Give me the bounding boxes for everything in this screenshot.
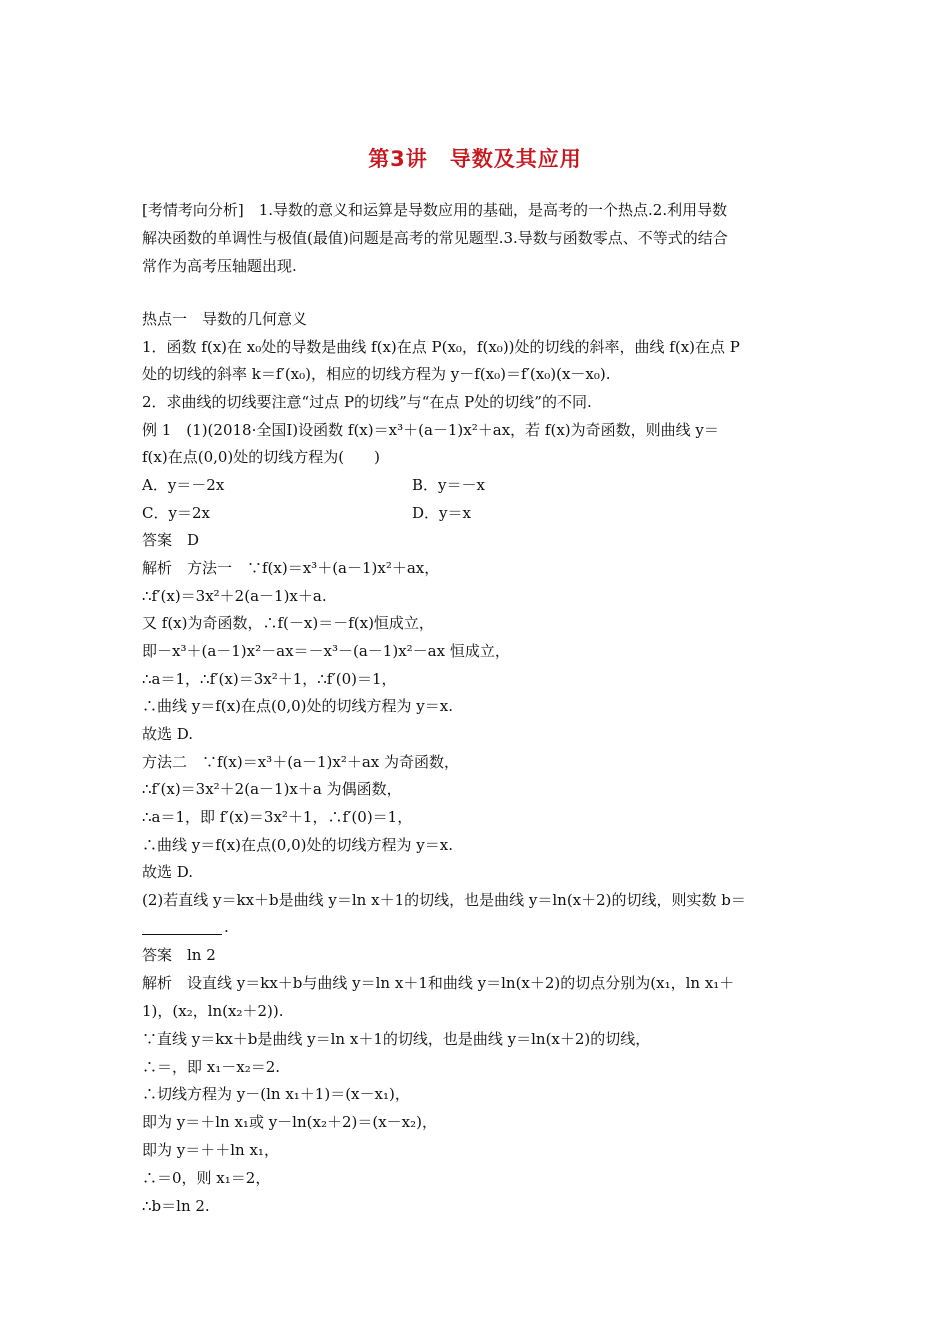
solution1-line-6: ∴曲线 y＝f(x)在点(0,0)处的切线方程为 y＝x. bbox=[142, 697, 453, 715]
option-c: C．y＝2x bbox=[142, 504, 210, 522]
intro-line-3: 常作为高考压轴题出现. bbox=[142, 257, 297, 275]
example1-answer: 答案 D bbox=[142, 531, 200, 549]
solution1-line-8: 方法二 ∵f(x)＝x³＋(a－1)x²＋ax 为奇函数， bbox=[142, 753, 460, 771]
solution2-line-8: ∴＝0，则 x₁＝2， bbox=[142, 1169, 271, 1187]
solution1-line-10: ∴a＝1，即 f′(x)＝3x²＋1，∴f′(0)＝1， bbox=[142, 808, 413, 826]
example2-answer: 答案 ln 2 bbox=[142, 946, 216, 964]
example1-stem-2: f(x)在点(0,0)处的切线方程为( ) bbox=[142, 448, 380, 466]
solution2-line-6: 即为 y＝＋ln x₁或 y－ln(x₂＋2)＝(x－x₂)， bbox=[142, 1113, 437, 1131]
solution2-line-7: 即为 y＝＋＋ln x₁， bbox=[142, 1141, 279, 1159]
solution1-line-5: ∴a＝1，∴f′(x)＝3x²＋1，∴f′(0)＝1， bbox=[142, 670, 397, 688]
section-heading: 热点一 导数的几何意义 bbox=[142, 310, 308, 328]
example2-stem-1: (2)若直线 y＝kx＋b是曲线 y＝ln x＋1的切线，也是曲线 y＝ln(x＋2)的切线，则实数 b＝ bbox=[142, 891, 746, 909]
page-title: 第3讲 导数及其应用 bbox=[368, 147, 582, 171]
option-d: D．y＝x bbox=[412, 504, 471, 522]
point-line-3: 2．求曲线的切线要注意“过点 P的切线”与“在点 P处的切线”的不同. bbox=[142, 393, 592, 411]
solution1-line-9: ∴f′(x)＝3x²＋2(a－1)x＋a 为偶函数， bbox=[142, 780, 402, 798]
example2-stem-2: . bbox=[224, 918, 229, 936]
point-line-2: 处的切线的斜率 k＝f′(x₀)，相应的切线方程为 y－f(x₀)＝f′(x₀)(x－x₀). bbox=[142, 365, 611, 383]
solution1-line-1: 解析 方法一 ∵f(x)＝x³＋(a－1)x²＋ax， bbox=[142, 559, 440, 577]
intro-line-2: 解决函数的单调性与极值(最值)问题是高考的常见题型.3.导数与函数零点、不等式的结合 bbox=[142, 229, 728, 247]
point-line-1: 1．函数 f(x)在 x₀处的导数是曲线 f(x)在点 P(x₀，f(x₀))处的切线的斜率，曲线 f(x)在点 P bbox=[142, 338, 740, 356]
solution2-line-3: ∵直线 y＝kx＋b是曲线 y＝ln x＋1的切线，也是曲线 y＝ln(x＋2)的切线， bbox=[142, 1030, 651, 1048]
solution1-line-2: ∴f′(x)＝3x²＋2(a－1)x＋a. bbox=[142, 587, 327, 605]
option-a: A．y＝－2x bbox=[142, 476, 225, 494]
answer-blank bbox=[142, 933, 222, 935]
solution1-line-4: 即－x³＋(a－1)x²－ax＝－x³－(a－1)x²－ax 恒成立， bbox=[142, 642, 510, 660]
solution1-line-3: 又 f(x)为奇函数，∴f(－x)＝－f(x)恒成立， bbox=[142, 614, 434, 632]
solution2-line-5: ∴切线方程为 y－(ln x₁＋1)＝(x－x₁)， bbox=[142, 1085, 410, 1103]
example1-stem-1: 例 1 (1)(2018·全国Ⅰ)设函数 f(x)＝x³＋(a－1)x²＋ax，若 f(x)为奇函数，则曲线 y＝ bbox=[142, 421, 719, 439]
solution1-line-7: 故选 D. bbox=[142, 725, 194, 743]
option-b: B．y＝－x bbox=[412, 476, 485, 494]
intro-line-1: [考情考向分析] 1.导数的意义和运算是导数应用的基础，是高考的一个热点.2.利用导数 bbox=[142, 201, 728, 219]
solution1-line-11: ∴曲线 y＝f(x)在点(0,0)处的切线方程为 y＝x. bbox=[142, 836, 453, 854]
solution2-line-2: 1)，(x₂，ln(x₂＋2)). bbox=[142, 1002, 284, 1020]
solution2-line-4: ∴＝，即 x₁－x₂＝2. bbox=[142, 1058, 281, 1076]
solution1-line-12: 故选 D. bbox=[142, 863, 194, 881]
solution2-line-9: ∴b＝ln 2. bbox=[142, 1197, 210, 1215]
solution2-line-1: 解析 设直线 y＝kx＋b与曲线 y＝ln x＋1和曲线 y＝ln(x＋2)的切点分别为(x₁，ln x₁＋ bbox=[142, 974, 735, 992]
